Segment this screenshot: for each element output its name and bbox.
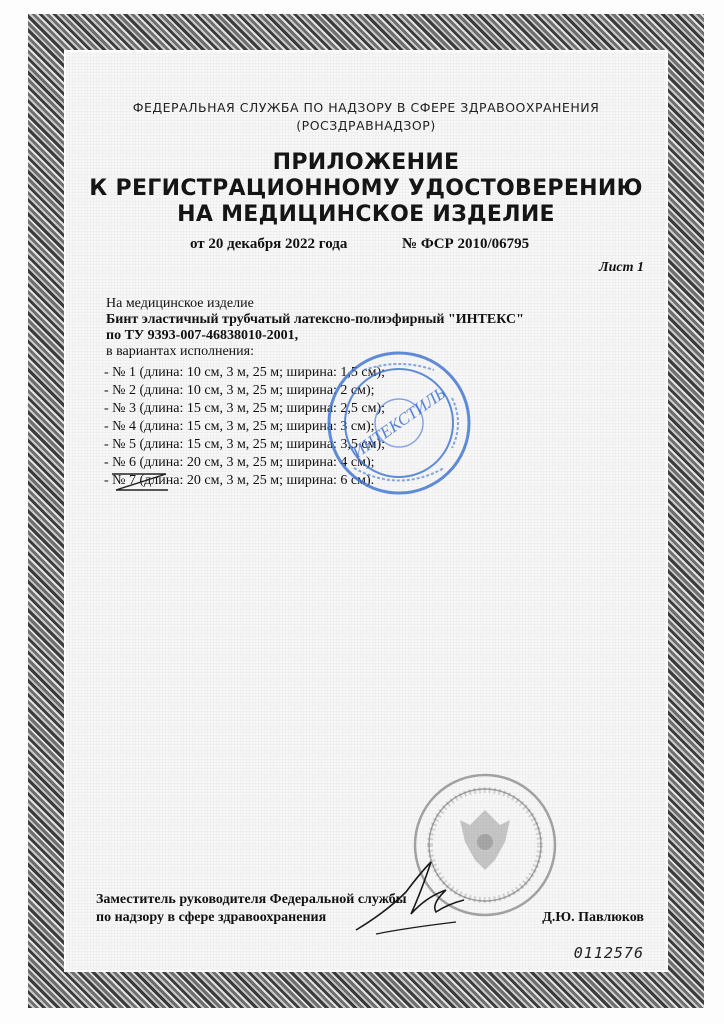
company-stamp-text: ИНТЕКСТИЛЬ	[348, 383, 450, 462]
device-intro: На медицинское изделие	[106, 296, 254, 311]
document-title-line1: ПРИЛОЖЕНИЕ	[272, 150, 460, 175]
sheet-number: Лист 1	[599, 260, 644, 275]
list-item: - № 3 (длина: 15 см, 3 м, 25 м; ширина: 2,5 см);	[104, 401, 386, 416]
list-item: - № 1 (длина: 10 см, 3 м, 25 м; ширина: 1,5 см);	[104, 365, 386, 380]
registration-number: № ФСР 2010/06795	[402, 236, 530, 252]
list-item: - № 2 (длина: 10 см, 3 м, 25 м; ширина: 2 см);	[104, 383, 375, 398]
registration-date: от 20 декабря 2022 года	[190, 236, 348, 252]
signatory-position: Заместитель руководителя Федеральной службы	[96, 892, 407, 907]
device-spec: по ТУ 9393-007-46838010-2001,	[106, 328, 299, 343]
signatory-position-line2: по надзору в сфере здравоохранения	[96, 910, 327, 925]
z-strike-mark	[110, 470, 170, 494]
document-title-line3: НА МЕДИЦИНСКОЕ ИЗДЕЛИЕ	[177, 202, 555, 227]
serial-number: 0112576	[573, 944, 644, 962]
document-body	[66, 52, 666, 970]
list-item: - № 7 (длина: 20 см, 3 м, 25 м; ширина: 6 см).	[104, 473, 375, 488]
document-title-line2: К РЕГИСТРАЦИОННОМУ УДОСТОВЕРЕНИЮ	[89, 176, 643, 201]
device-name: Бинт эластичный трубчатый латексно-полиэфирный "ИНТЕКС"	[106, 312, 524, 327]
signatory-name: Д.Ю. Павлюков	[542, 910, 644, 925]
company-stamp	[324, 348, 474, 498]
list-item: - № 4 (длина: 15 см, 3 м, 25 м; ширина: 3 см);	[104, 419, 375, 434]
agency-name: ФЕДЕРАЛЬНАЯ СЛУЖБА ПО НАДЗОРУ В СФЕРЕ ЗДРАВООХРАНЕНИЯ	[132, 100, 600, 115]
list-item: - № 5 (длина: 15 см, 3 м, 25 м; ширина: 3,5 см);	[104, 437, 386, 452]
list-item: - № 6 (длина: 20 см, 3 м, 25 м; ширина: 4 см);	[104, 455, 375, 470]
variants-intro: в вариантах исполнения:	[106, 344, 254, 359]
agency-abbreviation: (РОСЗДРАВНАДЗОР)	[296, 118, 436, 133]
